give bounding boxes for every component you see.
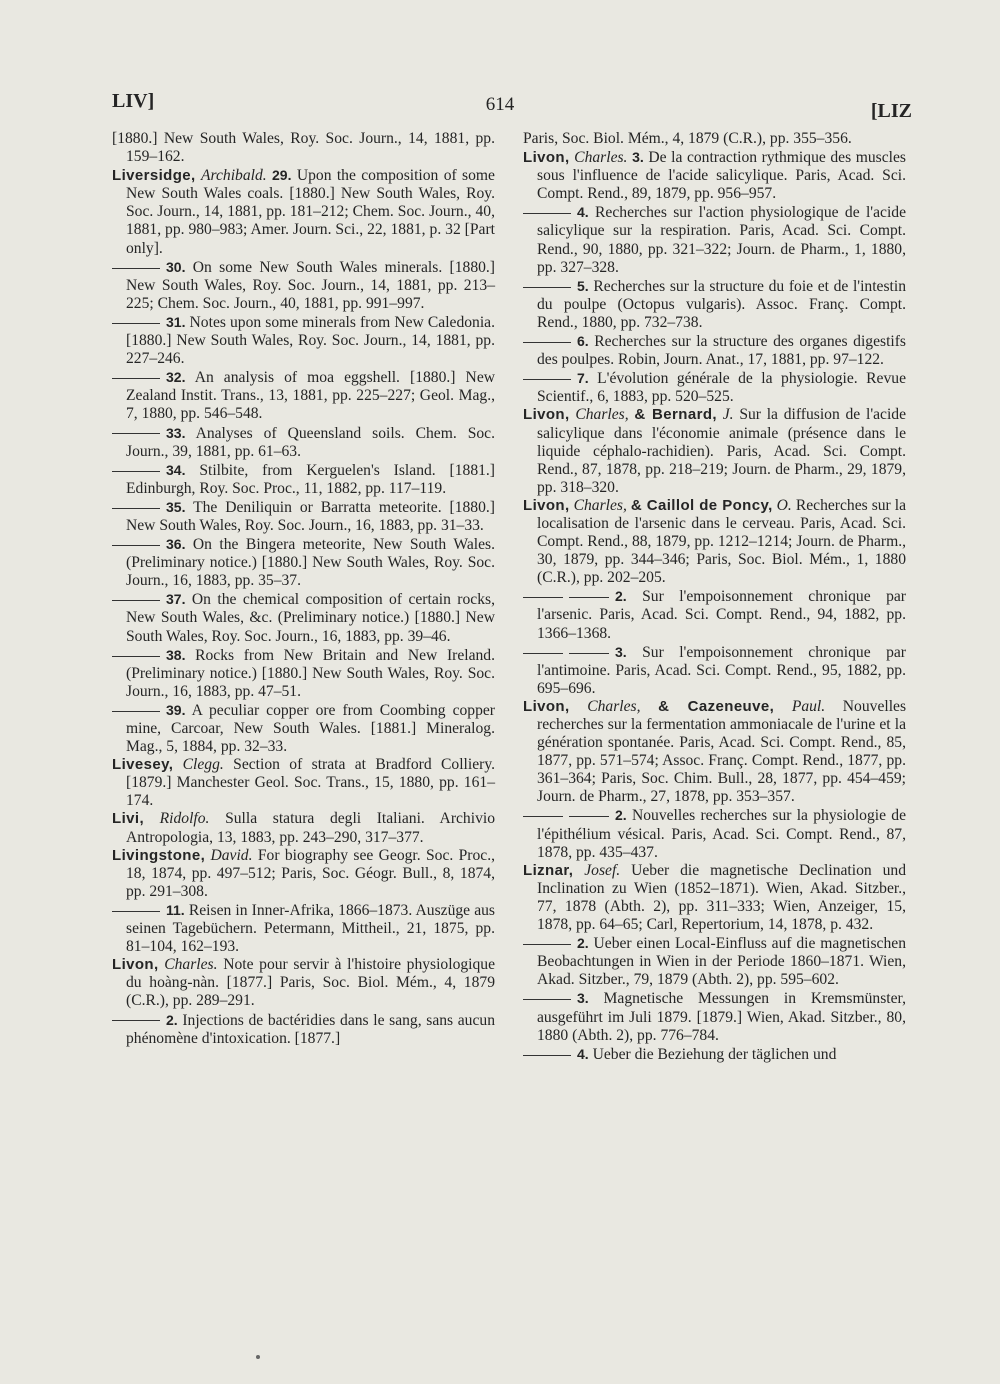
entry-number: 6. — [577, 333, 589, 350]
entry-text: Analyses of Queensland soils. Chem. Soc. Journ., 39, 1881, pp. 61–63. — [126, 424, 495, 460]
ditto-rule — [112, 433, 160, 434]
entry-number: 3. — [577, 990, 589, 1007]
ditto-rule — [112, 378, 160, 379]
ditto-rule — [523, 213, 571, 214]
author-surname: Livi, — [112, 810, 145, 828]
entry-number: 37. — [166, 591, 186, 608]
entry-text: On the Bingera meteorite, New South Wales. (Preliminary notice.) [1880.] New South Wales, Roy. Soc. Journ., 16, 1883, pp. 35–37. — [126, 536, 495, 590]
entry-number: 3. — [632, 149, 644, 166]
author-surname: Livon, — [523, 496, 570, 514]
author-surname: Livon, — [523, 697, 570, 715]
entry-text: Sur la diffusion de l'acide salicylique dans l'économie animale (présence dans le liquide céphalo-rachidien). Paris, Acad. Sci. Compt. Rend., 87, 1878, pp. 218–219; Journ. de Pharm., 29, 1879, pp. 318–320. — [537, 406, 907, 496]
author-given-name: Clegg. — [182, 756, 224, 774]
entry-text: Note pour servir à l'histoire physiologique du hoàng-nàn. [1877.] Paris, Soc. Biol. Mém., 4, 1879 (C.R.), pp. 289–291. — [126, 956, 496, 1010]
bibliography-entry — [112, 461, 495, 498]
entry-text: On the chemical composition of certain rocks, New South Wales, &c. (Preliminary notice.) [1880.] New South Wales, Roy. Soc. Journ., 16, 1883, pp. 39–46. — [126, 591, 495, 645]
bibliography-entry — [112, 847, 495, 901]
bibliography-entry — [523, 148, 906, 203]
entry-number: 33. — [166, 424, 186, 441]
entry-number: 2. — [166, 1011, 178, 1028]
entry-text: Recherches sur la structure des organes digestifs des poulpes. Robin, Journ. Anat., 17, 1881, pp. 97–122. — [537, 333, 906, 369]
entry-text: Recherches sur la structure du foie et de l'intestin du poulpe (Octopus vulgaris). Assoc. Franç. Compt. Rend., 1880, pp. 732–738. — [537, 277, 906, 331]
bibliography-entry — [112, 590, 495, 645]
bibliography-entry — [112, 258, 495, 313]
ditto-rule — [523, 653, 563, 654]
entry-text: Sur l'empoisonnement chronique par l'antimoine. Paris, Acad. Sci. Compt. Rend., 95, 1882, pp. 695–696. — [537, 643, 906, 697]
entry-text: L'évolution générale de la physiologie. Revue Scientif., 6, 1883, pp. 520–525. — [537, 370, 906, 406]
entry-number: 11. — [166, 901, 185, 918]
author-given-name: Ridolfo. — [159, 810, 210, 828]
page-speck — [256, 1355, 260, 1359]
bibliography-entry — [523, 862, 906, 934]
bibliography-entry — [523, 406, 906, 496]
ditto-rule — [569, 597, 609, 598]
entry-text: The Deniliquin or Barratta meteorite. [1880.] New South Wales, Roy. Soc. Journ., 16, 1883, pp. 31–33. — [126, 498, 495, 534]
bibliography-entry — [523, 989, 906, 1044]
entry-text: De la contraction rythmique des muscles sous l'influence de l'acide salicylique. Paris, Acad. Sci. Compt. Rend., 89, 1879, pp. 956–957. — [537, 149, 906, 203]
entry-number: 3. — [615, 643, 627, 660]
entry-text: For biography see Geogr. Soc. Proc., 18, 1874, pp. 497–512; Paris, Soc. Géogr. Bull., 8, 1874, pp. 291–308. — [126, 846, 495, 900]
author-given-name: Charles. — [164, 956, 218, 974]
ditto-rule — [569, 653, 609, 654]
coauthor-surname: & Bernard, — [634, 406, 717, 424]
bibliography-entry — [523, 1045, 906, 1064]
entry-number: 38. — [166, 646, 186, 663]
entry-number: 2. — [615, 807, 627, 824]
author-given-name: Charles, — [575, 406, 629, 424]
bibliography-entry — [523, 643, 906, 698]
author-surname: Liznar, — [523, 861, 574, 879]
entry-number: 32. — [166, 369, 186, 386]
bibliography-entry — [523, 934, 906, 989]
entry-number: 4. — [577, 204, 589, 221]
entry-number: 2. — [577, 935, 589, 952]
bibliography-entry — [112, 701, 495, 756]
ditto-rule — [112, 711, 160, 712]
bibliography-entry — [523, 587, 906, 642]
entry-text: [1880.] New South Wales, Roy. Soc. Journ., 14, 1881, pp. 159–162. — [112, 130, 495, 166]
entry-text: Nouvelles recherches sur la physiologie de l'épithélium vésical. Paris, Acad. Sci. Compt. Rend., 87, 1878, pp. 435–437. — [537, 807, 906, 861]
entry-text: Ueber einen Local-Einfluss auf die magnetischen Beobachtungen in Wien in der Periode 1860–1871. Wien, Akad. Sitzber., 79, 1879 (Abth. 2), pp. 595–602. — [537, 935, 906, 989]
right-column — [523, 130, 906, 1064]
bibliography-entry — [112, 313, 495, 368]
entry-text: Rocks from New Britain and New Ireland. (Preliminary notice.) [1880.] New South Wales, Roy. Soc. Journ., 16, 1883, pp. 47–51. — [126, 646, 495, 700]
entry-text: Ueber die Beziehung der täglichen und — [592, 1045, 837, 1063]
bibliography-entry — [112, 1011, 495, 1048]
entry-number: 30. — [166, 258, 186, 275]
ditto-rule — [112, 268, 160, 269]
coauthor-surname: & Caillol de Poncy, — [630, 496, 773, 514]
bibliography-entry — [523, 369, 906, 406]
bibliography-entry — [112, 901, 495, 956]
entry-number: 29. — [272, 167, 292, 184]
ditto-rule — [112, 911, 160, 912]
entry-text: Nouvelles recherches sur la fermentation ammoniacale de l'urine et la génération spontanée. Paris, Acad. Sci. Compt. Rend., 85, 1877, pp. 571–574; Assoc. Franç. Compt. Rend., 1877, pp. 361–364; Paris, Soc. Chim. Bull., 28, 1877, pp. 454–459; Journ. de Pharm., 27, 1878, pp. 353–357. — [537, 697, 907, 806]
author-given-name: Charles, — [573, 496, 627, 514]
entry-text: An analysis of moa eggshell. [1880.] New Zealand Instit. Trans., 13, 1881, pp. 225–227; Geol. Mag., 7, 1880, pp. 546–548. — [126, 369, 495, 423]
author-given-name: David. — [210, 846, 253, 864]
ditto-rule — [112, 471, 160, 472]
ditto-rule — [112, 545, 160, 546]
entry-text: Upon the composition of some New South Wales coals. [1880.] New South Wales, Roy. Soc. Journ., 14, 1881, pp. 181–212; Chem. Soc. Journ., 40, 1881, pp. 980–983; Amer. Journ. Sci., 22, 1881, p. 32 [Part only]. — [126, 167, 495, 257]
bibliography-entry — [112, 130, 495, 166]
ditto-rule — [523, 1055, 571, 1056]
bibliography-entry — [112, 956, 495, 1010]
entry-text: Paris, Soc. Biol. Mém., 4, 1879 (C.R.), pp. 355–356. — [523, 130, 852, 147]
bibliography-entry — [523, 698, 906, 807]
bibliography-entry — [112, 424, 495, 461]
entry-number: 31. — [166, 313, 186, 330]
running-head-left: LIV] — [112, 90, 155, 112]
bibliography-entry — [523, 497, 906, 587]
ditto-rule — [112, 1020, 160, 1021]
entry-text: Recherches sur l'action physiologique de l'acide salicylique sur la respiration. Paris, Acad. Sci. Compt. Rend., 90, 1880, pp. 321–322; Journ. de Pharm., 1, 1880, pp. 327–328. — [537, 204, 906, 276]
author-surname: Livesey, — [112, 756, 174, 774]
entry-text: Reisen in Inner-Afrika, 1866–1873. Auszüge aus seinen Tagebüchern. Petermann, Mittheil., 21, 1875, pp. 81–104, 162–193. — [126, 901, 496, 956]
ditto-rule — [112, 600, 160, 601]
entry-text: Sulla statura degli Italiani. Archivio Antropologia, 13, 1883, pp. 243–290, 317–377. — [126, 810, 495, 846]
author-surname: Liversidge, — [112, 167, 196, 185]
coauthor-given-name: J. — [722, 406, 734, 424]
entry-text: Ueber die magnetische Declination und Inclination zu Wien (1852–1871). Wien, Akad. Sitzber., 77, 1878 (Abth. 2), pp. 311–333; Wien, Anzeiger, 15, 1878, pp. 64–65; Carl, Repertorium, 14, 1878, p. 432. — [537, 861, 906, 934]
page-number: 614 — [485, 94, 515, 115]
entry-text: Recherches sur la localisation de l'arsenic dans le cerveau. Paris, Acad. Sci. Compt. Rend., 88, 1879, pp. 1212–1214; Journ. de Pharm., 30, 1879, pp. 344–346; Paris, Soc. Biol. Mém., 1, 1880 (C.R.), pp. 202–205. — [537, 496, 906, 587]
entry-number: 4. — [577, 1045, 589, 1062]
ditto-rule — [523, 816, 563, 817]
bibliography-entry — [112, 646, 495, 701]
entry-text: Injections de bactéridies dans le sang, sans aucun phénomène d'intoxication. [1877.] — [126, 1011, 495, 1047]
running-head-right: [LIZ — [870, 100, 912, 122]
entry-text: Notes upon some minerals from New Caledonia. [1880.] New South Wales, Roy. Soc. Journ., 14, 1881, pp. 227–246. — [126, 313, 495, 368]
author-surname: Livon, — [523, 149, 570, 167]
coauthor-surname: & Cazeneuve, — [658, 697, 775, 715]
bibliography-entry — [523, 332, 906, 369]
entry-number: 5. — [577, 277, 589, 294]
coauthor-given-name: Paul. — [791, 697, 826, 715]
bibliography-entry — [112, 810, 495, 846]
ditto-rule — [112, 656, 160, 657]
entry-text: Stilbite, from Kerguelen's Island. [1881.] Edinburgh, Roy. Soc. Proc., 11, 1882, pp. 117–119. — [126, 461, 496, 497]
entry-number: 35. — [166, 498, 186, 515]
bibliography-entry — [112, 368, 495, 423]
author-surname: Livingstone, — [112, 846, 206, 864]
bibliography-entry — [523, 130, 906, 148]
bibliography-entry — [523, 806, 906, 861]
entry-number: 36. — [166, 536, 186, 553]
bibliography-entry — [112, 535, 495, 590]
bibliography-entry — [523, 203, 906, 276]
ditto-rule — [112, 323, 160, 324]
ditto-rule — [112, 508, 160, 509]
entry-text: Sur l'empoisonnement chronique par l'arsenic. Paris, Acad. Sci. Compt. Rend., 94, 1882, pp. 1366–1368. — [537, 588, 906, 642]
ditto-rule — [523, 287, 571, 288]
bibliography-entry — [112, 498, 495, 535]
author-given-name: Charles, — [587, 697, 641, 715]
entry-number: 39. — [166, 701, 186, 718]
author-given-name: Archibald. — [200, 167, 267, 185]
entry-number: 2. — [615, 588, 627, 605]
ditto-rule — [523, 597, 563, 598]
author-surname: Livon, — [523, 406, 570, 424]
left-column — [112, 130, 495, 1048]
bibliography-entry — [112, 166, 495, 257]
entry-text: A peculiar copper ore from Coombing copper mine, Carcoar, New South Wales. [1881.] Mineralog. Mag., 5, 1884, pp. 32–33. — [126, 701, 495, 756]
entry-number: 7. — [577, 370, 589, 387]
author-given-name: Josef. — [584, 861, 621, 879]
entry-text: On some New South Wales minerals. [1880.] New South Wales, Roy. Soc. Journ., 14, 1881, pp. 213–225; Chem. Soc. Journ., 40, 1881, pp. 991–997. — [126, 258, 496, 312]
ditto-rule — [569, 816, 609, 817]
author-given-name: Charles. — [574, 149, 628, 167]
author-surname: Livon, — [112, 956, 159, 974]
ditto-rule — [523, 342, 571, 343]
entry-number: 34. — [166, 461, 186, 478]
ditto-rule — [523, 999, 571, 1000]
entry-text: Section of strata at Bradford Colliery. [1879.] Manchester Geol. Soc. Trans., 15, 1880, pp. 161–174. — [126, 756, 495, 810]
entry-text: Magnetische Messungen in Kremsmünster, ausgeführt im Juli 1879. [1879.] Wien, Akad. Sitzber., 80, 1880 (Abth. 2), pp. 776–784. — [537, 990, 906, 1044]
bibliography-entry — [112, 756, 495, 810]
ditto-rule — [523, 379, 571, 380]
ditto-rule — [523, 944, 571, 945]
bibliography-entry — [523, 277, 906, 332]
coauthor-given-name: O. — [776, 496, 792, 514]
